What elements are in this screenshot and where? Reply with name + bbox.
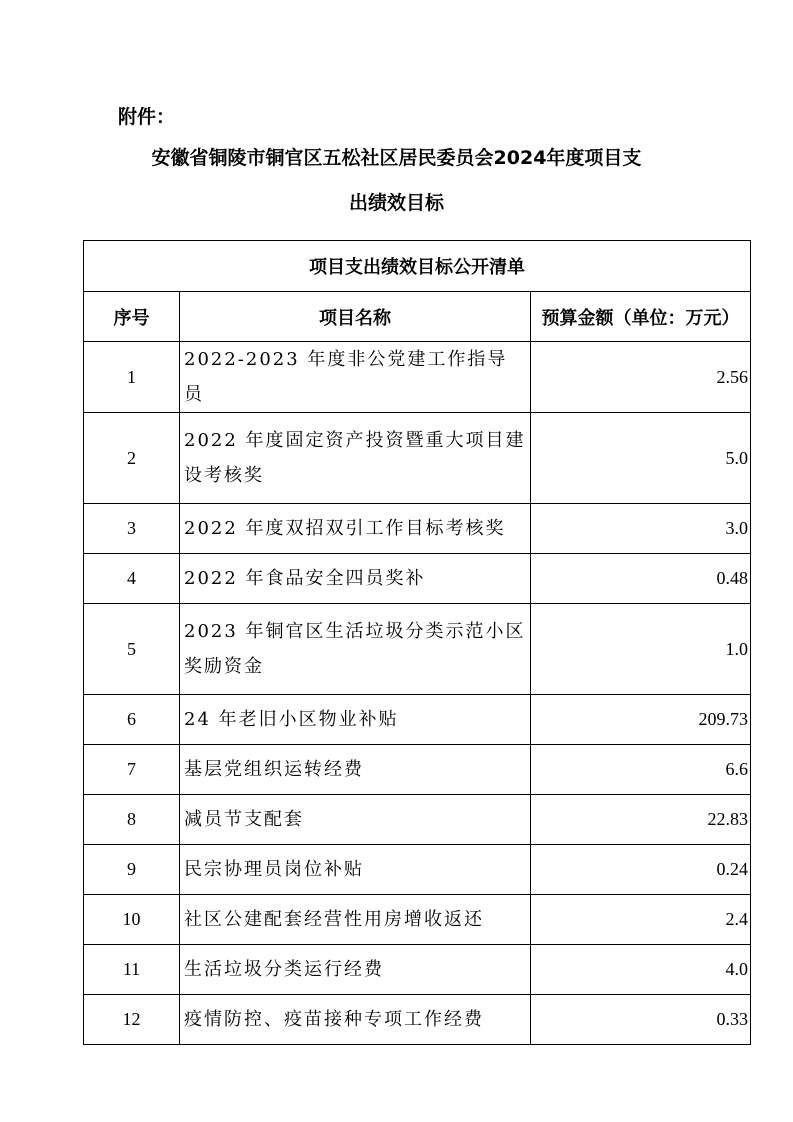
row-project-name: 基层党组织运转经费 xyxy=(180,745,531,795)
row-index: 8 xyxy=(84,795,180,845)
table-row xyxy=(84,945,751,995)
table-row xyxy=(84,695,751,745)
performance-target-table xyxy=(83,240,751,1045)
row-budget-amount: 3.0 xyxy=(531,504,751,554)
row-budget-amount: 0.48 xyxy=(531,554,751,604)
column-header-budget: 预算金额（单位：万元） xyxy=(531,292,751,342)
row-project-name: 减员节支配套 xyxy=(180,795,531,845)
row-index: 11 xyxy=(84,945,180,995)
table-row xyxy=(84,745,751,795)
column-header-index: 序号 xyxy=(84,292,180,342)
row-project-name: 24 年老旧小区物业补贴 xyxy=(180,695,531,745)
row-index: 2 xyxy=(84,413,180,504)
row-index: 12 xyxy=(84,995,180,1045)
table-row xyxy=(84,995,751,1045)
row-budget-amount: 1.0 xyxy=(531,604,751,695)
row-budget-amount: 22.83 xyxy=(531,795,751,845)
row-budget-amount: 0.33 xyxy=(531,995,751,1045)
row-project-name: 生活垃圾分类运行经费 xyxy=(180,945,531,995)
row-project-name: 疫情防控、疫苗接种专项工作经费 xyxy=(180,995,531,1045)
table-row xyxy=(84,504,751,554)
row-budget-amount: 6.6 xyxy=(531,745,751,795)
table-row xyxy=(84,342,751,413)
row-budget-amount: 209.73 xyxy=(531,695,751,745)
row-index: 4 xyxy=(84,554,180,604)
row-project-name: 2022 年度固定资产投资暨重大项目建设考核奖 xyxy=(180,413,531,504)
document-title-line-2: 出绩效目标 xyxy=(348,192,444,214)
row-project-name: 2022-2023 年度非公党建工作指导员 xyxy=(180,342,531,413)
row-project-name: 民宗协理员岗位补贴 xyxy=(180,845,531,895)
table-row xyxy=(84,845,751,895)
table-row xyxy=(84,895,751,945)
row-index: 6 xyxy=(84,695,180,745)
row-index: 10 xyxy=(84,895,180,945)
table-row xyxy=(84,554,751,604)
table-row xyxy=(84,413,751,504)
row-index: 9 xyxy=(84,845,180,895)
table-row xyxy=(84,604,751,695)
table-caption: 项目支出绩效目标公开清单 xyxy=(84,241,751,292)
row-budget-amount: 2.56 xyxy=(531,342,751,413)
row-budget-amount: 0.24 xyxy=(531,845,751,895)
row-budget-amount: 5.0 xyxy=(531,413,751,504)
table-row xyxy=(84,795,751,845)
row-budget-amount: 2.4 xyxy=(531,895,751,945)
row-index: 7 xyxy=(84,745,180,795)
row-project-name: 2023 年铜官区生活垃圾分类示范小区奖励资金 xyxy=(180,604,531,695)
row-budget-amount: 4.0 xyxy=(531,945,751,995)
row-index: 3 xyxy=(84,504,180,554)
column-header-project-name: 项目名称 xyxy=(180,292,531,342)
row-project-name: 社区公建配套经营性用房增收返还 xyxy=(180,895,531,945)
row-index: 5 xyxy=(84,604,180,695)
row-project-name: 2022 年食品安全四员奖补 xyxy=(180,554,531,604)
attachment-label: 附件： xyxy=(118,106,176,128)
row-project-name: 2022 年度双招双引工作目标考核奖 xyxy=(180,504,531,554)
document-title-line-1: 安徽省铜陵市铜官区五松社区居民委员会2024年度项目支 xyxy=(151,147,642,169)
row-index: 1 xyxy=(84,342,180,413)
